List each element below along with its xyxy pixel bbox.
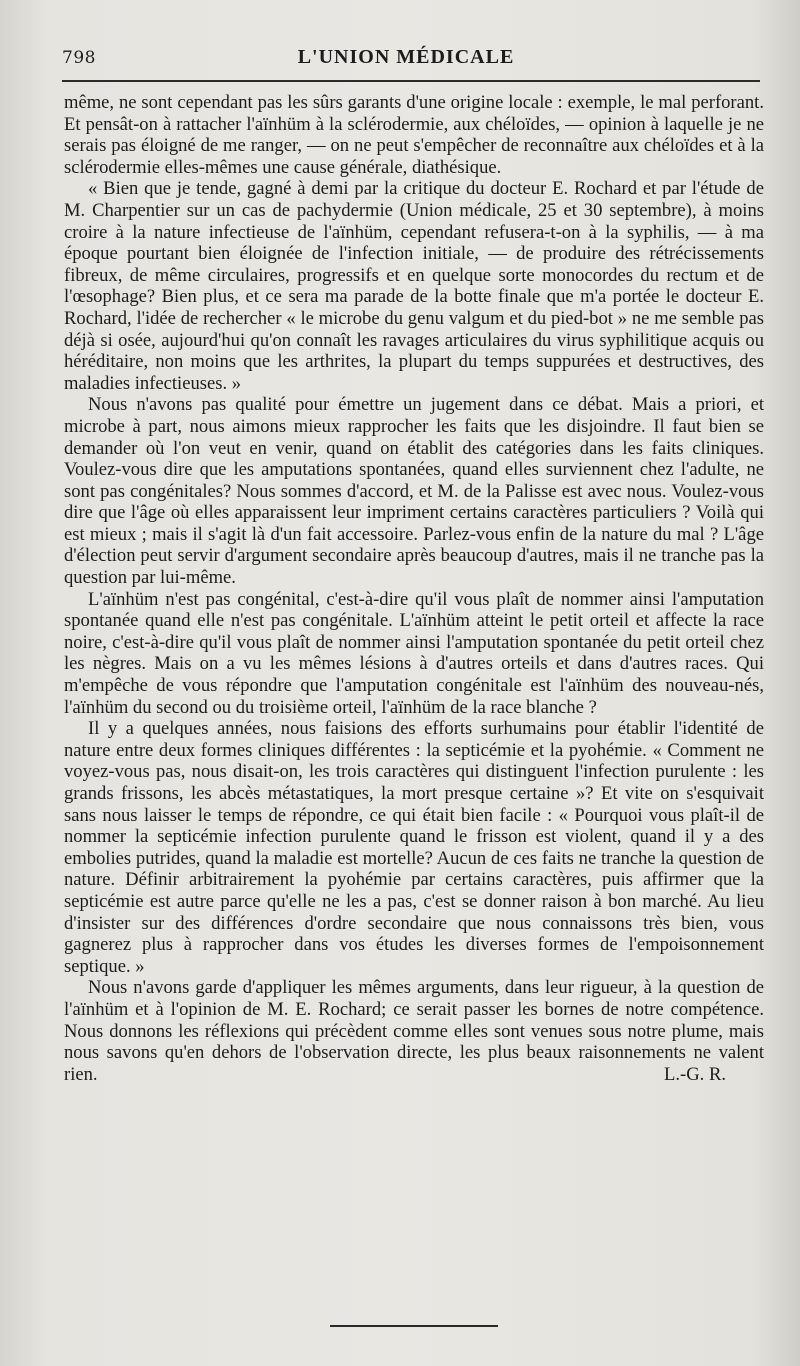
paragraph-5: Il y a quelques années, nous faisions des efforts surhumains pour établir l'identité de nature entre deux formes cliniques différentes : la septicémie et la pyohémie. « Comment ne voyez-vous pas, nous disait-on, les trois caractères qui distinguent l'infection purulente : les grands frissons, les abcès métastatiques, la mort presque certaine »? Et vite on s'esquivait sans nous laisser le temps de répondre, ce qui était bien facile : « Pourquoi vous plaît-il de nommer la septicémie infection purulente quand le frisson est violent, quand il y a des embolies putrides, quand la maladie est mortelle? Aucun de ces faits ne tranche la question de nature. Définir arbitrairement la pyohémie par certains caractères, puis affirmer que la septicémie est autre parce qu'elle ne les a pas, c'est se donner raison à bon marché. Au lieu d'insister sur des différences d'ordre secondaire que nous connaissons très bien, vous gagnerez plus à rapprocher dans vos études les diverses formes de l'empoisonnement septique. »	[64, 718, 764, 977]
signature: L.-G. R.	[664, 1063, 726, 1085]
header-rule	[62, 80, 760, 82]
running-title: L'UNION MÉDICALE	[297, 46, 515, 68]
article-body	[64, 92, 764, 1085]
end-rule	[330, 1325, 498, 1327]
paragraph-1: même, ne sont cependant pas les sûrs garants d'une origine locale : exemple, le mal perforant. Et pensât-on à rattacher l'aïnhüm à la sclérodermie, aux chéloïdes, — opinion à laquelle je ne serais pas éloigné de me ranger, — on ne peut s'empêcher de reconnaître aux chéloïdes et à la sclérodermie elles-mêmes une cause générale, diathésique.	[64, 92, 764, 178]
page-header	[62, 44, 750, 74]
paragraph-4: L'aïnhüm n'est pas congénital, c'est-à-dire qu'il vous plaît de nommer ainsi l'amputation spontanée quand elle n'est pas congénitale. L'aïnhüm atteint le petit orteil et affecte la race noire, c'est-à-dire qu'il vous plaît de nommer ainsi l'amputation spontanée du petit orteil chez les nègres. Mais on a vu les mêmes lésions à d'autres orteils et dans d'autres races. Qui m'empêche de vous répondre que l'amputation congénitale est l'aïnhüm des nouveau-nés, l'aïnhüm du second ou du troisième orteil, l'aïnhüm de la race blanche ?	[64, 588, 764, 718]
paragraph-3: Nous n'avons pas qualité pour émettre un jugement dans ce débat. Mais a priori, et microbe à part, nous aimons mieux rapprocher les faits que les disjoindre. Il faut bien se demander où l'on veut en venir, quand on établit des catégories dans les faits cliniques. Voulez-vous dire que les amputations spontanées, quand elles surviennent chez l'adulte, ne sont pas congénitales? Nous sommes d'accord, et M. de la Palisse est avec nous. Voulez-vous dire que l'âge où elles apparaissent leur impriment certains caractères particuliers ? Voilà qui est mieux ; mais il s'agit là d'un fait accessoire. Parlez-vous enfin de la nature du mal ? L'âge d'élection peut servir d'argument secondaire après beaucoup d'autres, mais il ne tranche pas la question par lui-même.	[64, 394, 764, 589]
paragraph-6: Nous n'avons garde d'appliquer les mêmes arguments, dans leur rigueur, à la question de l'aïnhüm et à l'opinion de M. E. Rochard; ce serait passer les bornes de notre compétence. Nous donnons les réflexions qui précèdent comme elles sont venues sous notre plume, mais nous savons qu'en dehors de l'observation directe, les plus beaux raisonnements ne valent rien.	[64, 977, 764, 1085]
signature-line	[64, 1064, 764, 1086]
paragraph-2: « Bien que je tende, gagné à demi par la critique du docteur E. Rochard et par l'étude de M. Charpentier sur un cas de pachydermie (Union médicale, 25 et 30 septembre), à moins croire à la nature infectieuse de l'aïnhüm, cependant refusera-t-on à la syphilis, — à ma époque pourtant bien éloignée de l'infection initiale, — de produire des rétrécissements fibreux, de même circulaires, progressifs et en quelque sorte monocordes du rectum et de l'œsophage? Bien plus, et ce sera ma parade de la botte finale que m'a portée le docteur E. Rochard, l'idée de rechercher « le microbe du genu valgum et du pied-bot » ne me semble pas déjà si osée, aujourd'hui qu'on connaît les ravages articulaires du virus syphilitique acquis ou héréditaire, non moins que les arthrites, la plupart du temps suppurées et destructives, des maladies infectieuses. »	[64, 178, 764, 394]
page-number: 798	[62, 48, 96, 68]
